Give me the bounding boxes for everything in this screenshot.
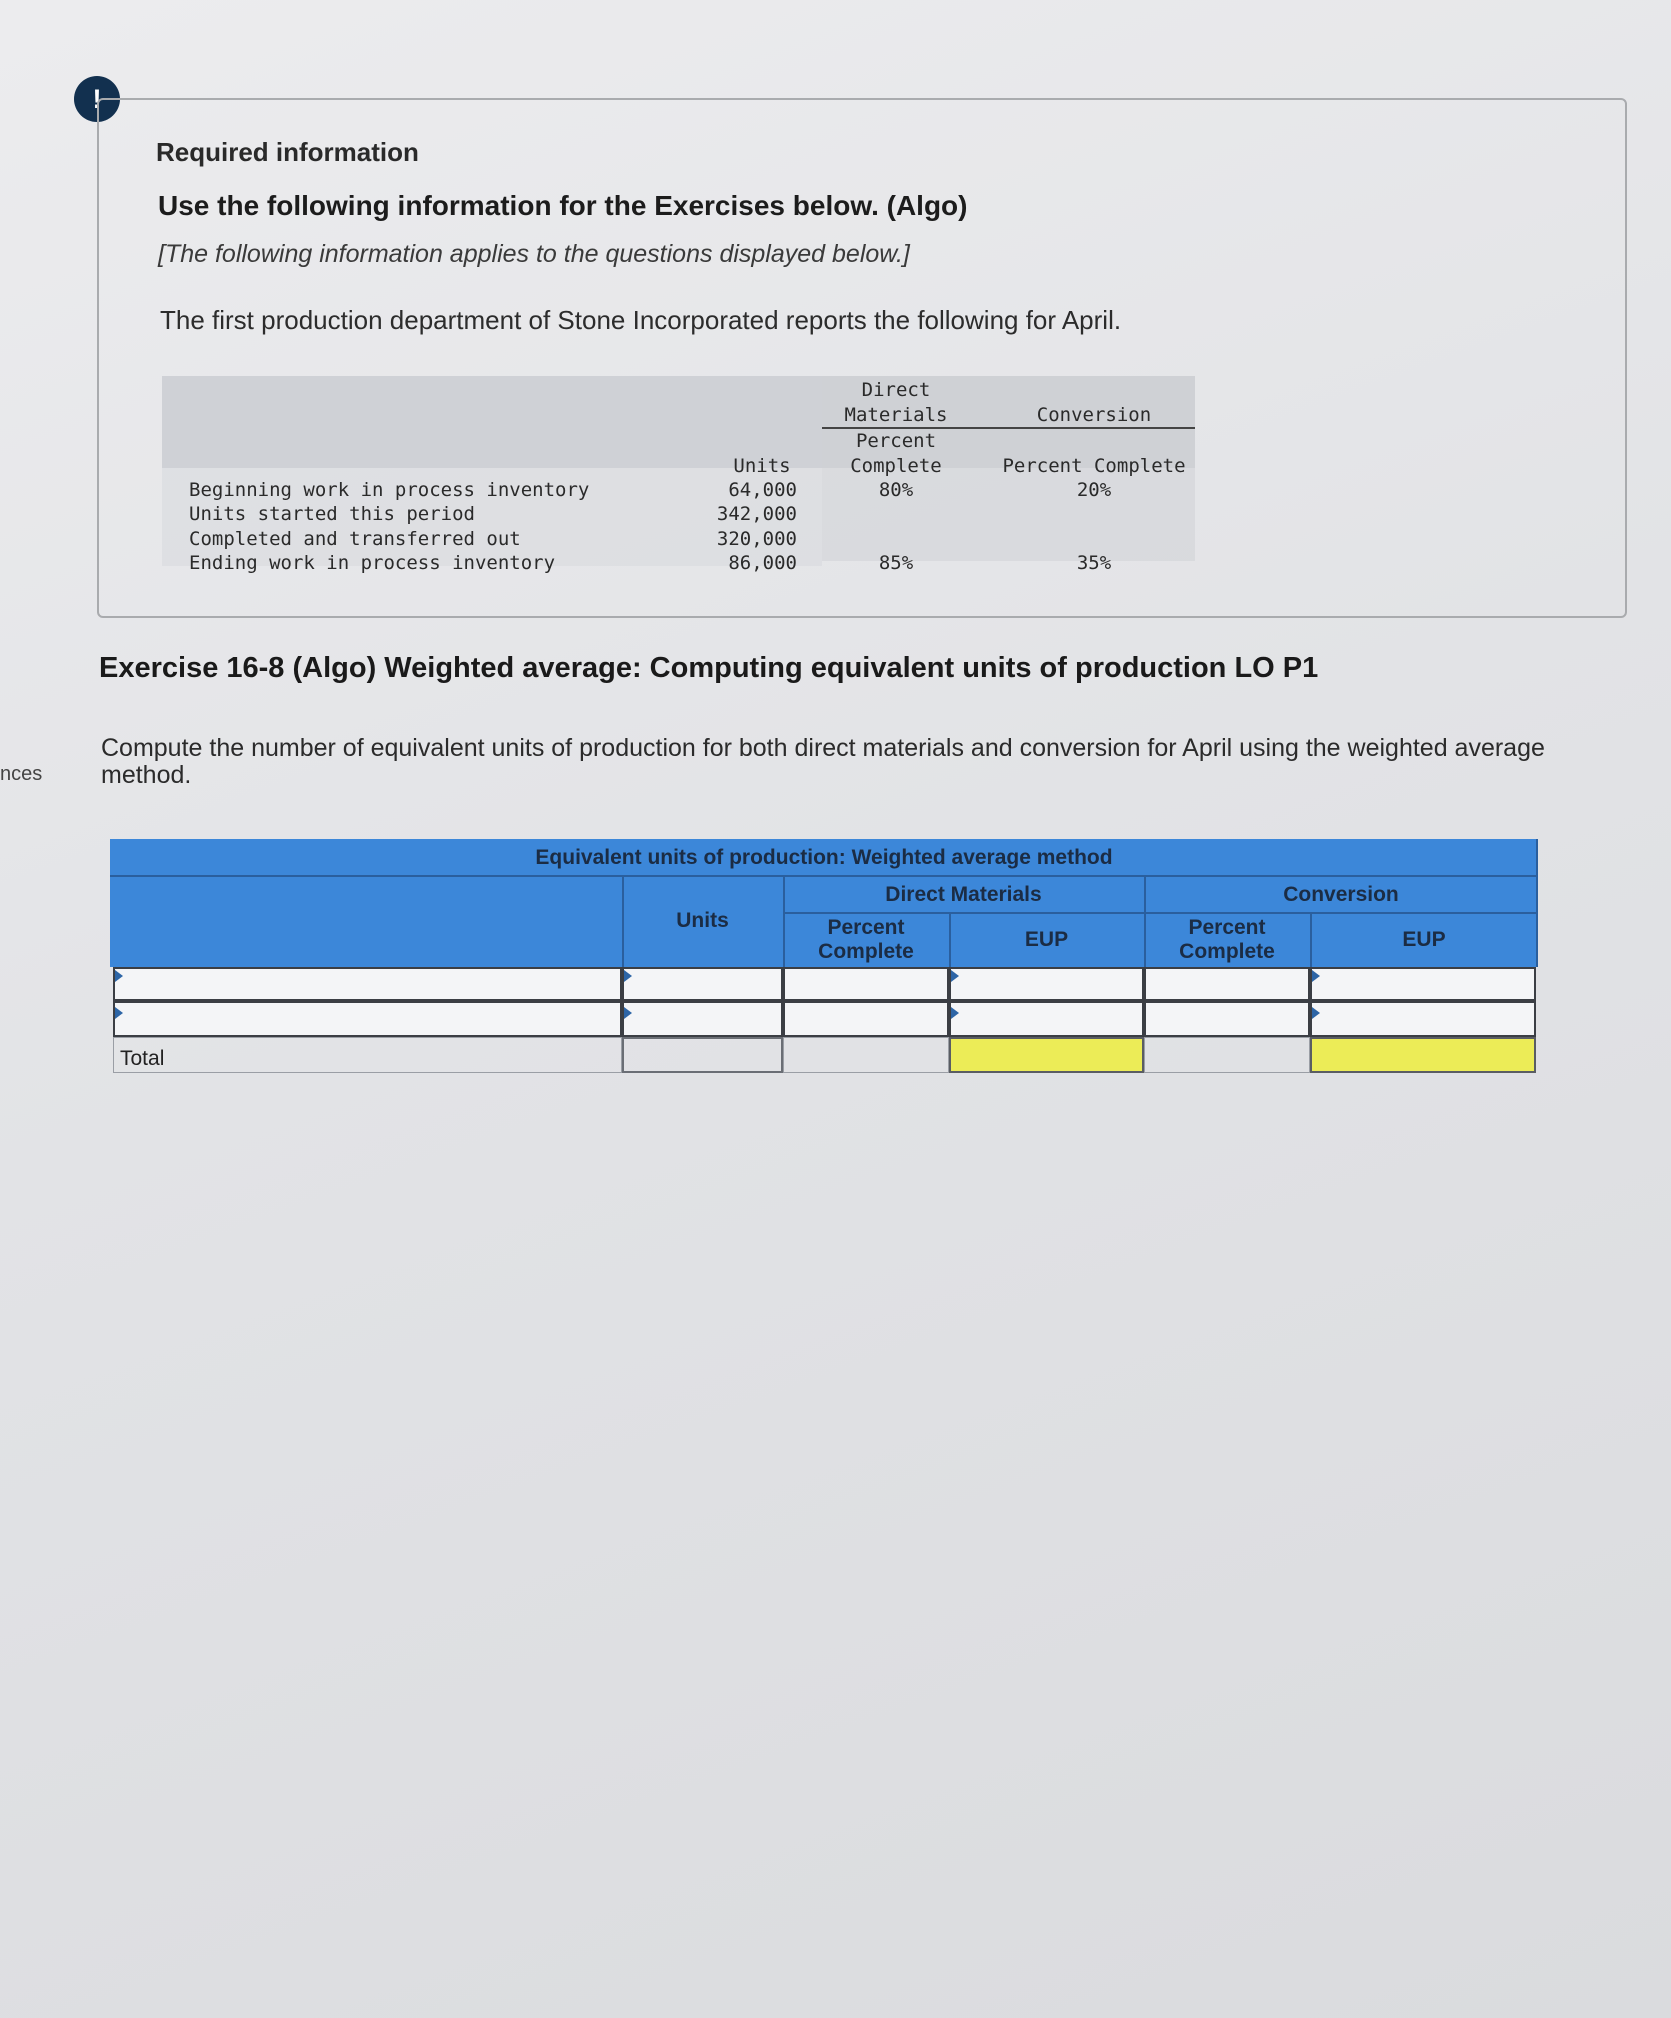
dm-pct-header-line1: Percent bbox=[827, 916, 905, 939]
dropdown-marker-icon bbox=[624, 1007, 632, 1019]
required-info-title: Required information bbox=[156, 137, 419, 167]
total-label: Total bbox=[120, 1047, 165, 1070]
total-units-input[interactable] bbox=[622, 1037, 783, 1073]
row1-description-dropdown[interactable] bbox=[113, 967, 622, 1001]
dropdown-marker-icon bbox=[624, 970, 632, 982]
row2-units-input[interactable] bbox=[622, 1001, 783, 1037]
dropdown-marker-icon bbox=[1312, 1007, 1320, 1019]
total-label-cell bbox=[113, 1037, 622, 1073]
dm-group-header-line2: Materials bbox=[844, 404, 948, 426]
row2-dm-eup-input[interactable] bbox=[949, 1001, 1144, 1037]
intro-text: The first production department of Stone Incorporated reports the following for April. bbox=[160, 305, 1122, 335]
dropdown-marker-icon bbox=[951, 970, 959, 982]
dropdown-marker-icon bbox=[1312, 970, 1320, 982]
row1-units-input[interactable] bbox=[622, 967, 783, 1001]
row2-dm-pct-input[interactable] bbox=[783, 1001, 949, 1037]
row-conv-pct: 20% bbox=[1076, 479, 1112, 501]
row2-description-dropdown[interactable] bbox=[113, 1001, 622, 1037]
conversion-pct-header: Percent Complete bbox=[1002, 455, 1186, 477]
conversion-group-header: Conversion bbox=[1036, 404, 1152, 426]
row-label: Completed and transferred out bbox=[189, 528, 521, 550]
row-label: Beginning work in process inventory bbox=[189, 479, 590, 501]
row-units: 320,000 bbox=[716, 528, 797, 550]
dropdown-marker-icon bbox=[115, 970, 123, 982]
units-col-header: Units bbox=[676, 909, 729, 932]
conversion-group-header: Conversion bbox=[1283, 883, 1399, 906]
row2-conv-pct-input[interactable] bbox=[1144, 1001, 1310, 1037]
alert-icon: ! bbox=[74, 76, 120, 122]
total-conv-pct-cell bbox=[1144, 1037, 1310, 1073]
conv-pct-header-line1: Percent bbox=[1188, 916, 1266, 939]
applies-note: [The following information applies to the questions displayed below.] bbox=[158, 240, 910, 268]
row-label: Units started this period bbox=[189, 503, 475, 525]
total-conv-eup-input[interactable] bbox=[1310, 1037, 1536, 1073]
total-dm-eup-input[interactable] bbox=[949, 1037, 1144, 1073]
row1-conv-pct-input[interactable] bbox=[1144, 967, 1310, 1001]
dm-pct-header-line1: Percent bbox=[855, 430, 937, 452]
row-dm-pct: 80% bbox=[878, 479, 914, 501]
source-data-table bbox=[162, 376, 1195, 576]
dm-group-header-line1: Direct bbox=[861, 379, 931, 401]
row-units: 342,000 bbox=[716, 503, 797, 525]
use-info-heading: Use the following information for the Exercises below. (Algo) bbox=[158, 190, 968, 221]
answer-table-title: Equivalent units of production: Weighted average method bbox=[535, 846, 1113, 869]
units-header: Units bbox=[733, 455, 791, 477]
dropdown-marker-icon bbox=[951, 1007, 959, 1019]
dm-pct-header-line2: Complete bbox=[850, 455, 942, 477]
exercise-instruction: Compute the number of equivalent units of production for both direct materials and conversion for April using the weighted average method. bbox=[101, 734, 1545, 789]
conv-eup-header: EUP bbox=[1402, 928, 1446, 951]
dropdown-marker-icon bbox=[115, 1007, 123, 1019]
conv-pct-header-line2: Complete bbox=[1179, 940, 1275, 963]
exercise-title: Exercise 16-8 (Algo) Weighted average: Computing equivalent units of production LO P1 bbox=[99, 652, 1319, 684]
eup-answer-table bbox=[110, 839, 1538, 1076]
sidebar-edge-text: nces bbox=[0, 763, 43, 785]
row1-dm-pct-input[interactable] bbox=[783, 967, 949, 1001]
row-units: 64,000 bbox=[728, 479, 797, 501]
dm-pct-header-line2: Complete bbox=[818, 940, 914, 963]
row-dm-pct: 85% bbox=[878, 552, 914, 574]
row2-conv-eup-input[interactable] bbox=[1310, 1001, 1536, 1037]
dm-eup-header: EUP bbox=[1024, 928, 1069, 951]
row-label: Ending work in process inventory bbox=[189, 552, 556, 574]
total-dm-pct-cell bbox=[783, 1037, 949, 1073]
row-conv-pct: 35% bbox=[1076, 552, 1112, 574]
row1-dm-eup-input[interactable] bbox=[949, 967, 1144, 1001]
row1-conv-eup-input[interactable] bbox=[1310, 967, 1536, 1001]
dm-group-header: Direct Materials bbox=[885, 883, 1042, 906]
row-units: 86,000 bbox=[728, 552, 797, 574]
